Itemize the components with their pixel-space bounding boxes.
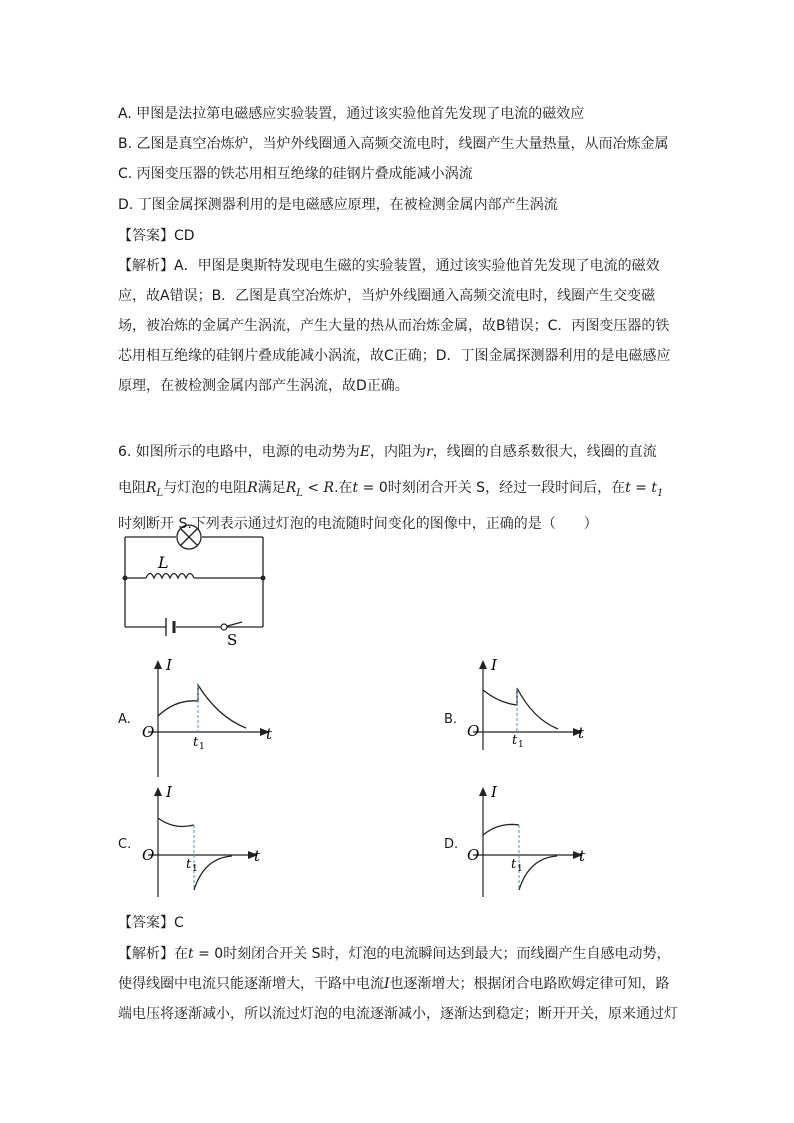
- current-curve-after: [519, 856, 557, 890]
- analysis-q6: [118, 939, 678, 1029]
- q6-line-2: [118, 478, 663, 504]
- q6-text: 电阻: [118, 480, 146, 496]
- current-curve: [158, 685, 246, 728]
- y-arrow: [154, 660, 162, 669]
- t1-subscript: 1: [517, 864, 523, 874]
- origin-label: O: [142, 723, 155, 741]
- t0-rest: = 0: [358, 480, 388, 496]
- circuit-diagram: [118, 522, 278, 647]
- junction-right: [261, 576, 266, 581]
- q6-line-3: 时刻断开 S.下列表示通过灯泡的电流随时间变化的图像中，正确的是（ ）: [118, 516, 598, 532]
- t1-label: t: [512, 733, 518, 748]
- t0-symbol: t: [352, 480, 359, 496]
- origin-label: O: [467, 722, 480, 740]
- y-arrow: [154, 787, 162, 796]
- rl-subscript: L: [156, 487, 164, 499]
- graph-b: [465, 655, 615, 780]
- analysis-text: 也逐渐增大；根据闭合电路欧姆定律可知，路端电压将逐渐减小，所以流过灯泡的电流逐渐减小，逐渐达到稳定；断开开关，原来通过灯: [118, 976, 678, 1022]
- coil-label: L: [158, 553, 169, 572]
- i-symbol: I: [384, 976, 390, 992]
- x-axis-label: t: [254, 847, 261, 865]
- analysis-q5: 【解析】A．甲图是奥斯特发现电生磁的实验装置，通过该实验他首先发现了电流的磁效应，故A错误；B．乙图是真空冶炼炉，当炉外线圈通入高频交流电时，线圈产生交变磁场，被冶炼的金属产生涡流，产生大量的热从而冶炼金属，故B错误；C．丙图变压器的铁芯用相互绝缘的硅钢片叠成能减小涡流，故C正确；D．丁图金属探测器利用的是电磁感应原理，在被检测金属内部产生涡流，故D正确。: [118, 258, 671, 394]
- r-lamp-symbol: R: [247, 480, 258, 496]
- q6-text: 与灯泡的电阻: [163, 480, 248, 496]
- option-d: D. 丁图金属探测器利用的是电磁感应原理，在被检测金属内部产生涡流: [118, 197, 558, 213]
- q6-text: 6. 如图所示的电路中，电源的电动势为: [118, 444, 360, 460]
- graph-c-option: C.: [118, 837, 132, 852]
- q6-line-1: [118, 442, 657, 462]
- inductor-coil: [146, 574, 194, 579]
- t1-subscript: 1: [192, 864, 198, 874]
- junction-left: [123, 576, 128, 581]
- t1-eq: = t: [630, 480, 657, 496]
- q6-text: ，内阻为: [370, 444, 427, 460]
- switch-terminal: [221, 624, 227, 630]
- option-c: C. 丙图变压器的铁芯用相互绝缘的硅钢片叠成能减小涡流: [118, 166, 473, 182]
- y-axis-label: I: [491, 656, 497, 674]
- t1-symbol: t: [625, 480, 631, 496]
- t1-label: t: [193, 735, 199, 750]
- t1-label: t: [511, 857, 517, 872]
- condition: R: [285, 480, 297, 496]
- graph-a: [140, 655, 290, 780]
- q6-text: 时刻闭合开关 S，经过一段时间后，在: [387, 480, 626, 496]
- t1-subscript: 1: [656, 487, 664, 499]
- current-curve-before: [483, 824, 519, 835]
- origin-label: O: [467, 846, 480, 864]
- graph-c: [140, 782, 290, 907]
- x-axis-label: t: [578, 724, 585, 742]
- q6-text: 满足: [257, 480, 286, 496]
- graph-a-option: A.: [118, 712, 131, 727]
- r-symbol: r: [426, 444, 433, 460]
- analysis-text: 【解析】在: [118, 946, 188, 962]
- switch-label: S: [227, 631, 238, 647]
- condition-subscript: L: [296, 487, 303, 499]
- y-arrow: [479, 787, 487, 796]
- emf-symbol: E: [359, 444, 371, 460]
- condition-rest: < R: [302, 480, 335, 496]
- x-axis-label: t: [579, 847, 586, 865]
- x-axis-label: t: [266, 725, 273, 743]
- q6-text: .在: [334, 480, 353, 496]
- y-arrow: [479, 660, 487, 669]
- t-eq: = 0: [193, 946, 224, 962]
- graph-b-option: B.: [444, 712, 458, 727]
- rl-symbol: R: [146, 480, 157, 496]
- t1-subscript: 1: [518, 740, 524, 750]
- option-a: A. 甲图是法拉第电磁感应实验装置，通过该实验他首先发现了电流的磁效应: [118, 106, 585, 122]
- analysis-text: 时刻闭合开关 S时，灯泡的电流瞬间达到最大；而线圈产生自感电动势，使得线圈中电流只能逐渐增大，干路中电流: [118, 946, 671, 992]
- t-symbol: t: [188, 946, 194, 962]
- option-b: B. 乙图是真空冶炼炉，当炉外线圈通入高频交流电时，线圈产生大量热量，从而冶炼金属: [118, 136, 669, 152]
- y-axis-label: I: [166, 783, 172, 801]
- q6-text: ，线圈的自感系数很大，线圈的直流: [432, 444, 657, 460]
- t1-subscript: 1: [199, 742, 205, 752]
- current-curve-before: [158, 818, 194, 826]
- current-curve-after: [194, 856, 232, 890]
- graph-d: [465, 782, 615, 907]
- y-axis-label: I: [166, 656, 172, 674]
- answer-q5: 【答案】CD: [118, 228, 195, 244]
- origin-label: O: [142, 846, 155, 864]
- t1-label: t: [186, 857, 192, 872]
- graph-d-option: D.: [444, 837, 459, 852]
- current-curve: [483, 688, 558, 729]
- answer-q6: 【答案】C: [118, 915, 184, 931]
- y-axis-label: I: [491, 783, 497, 801]
